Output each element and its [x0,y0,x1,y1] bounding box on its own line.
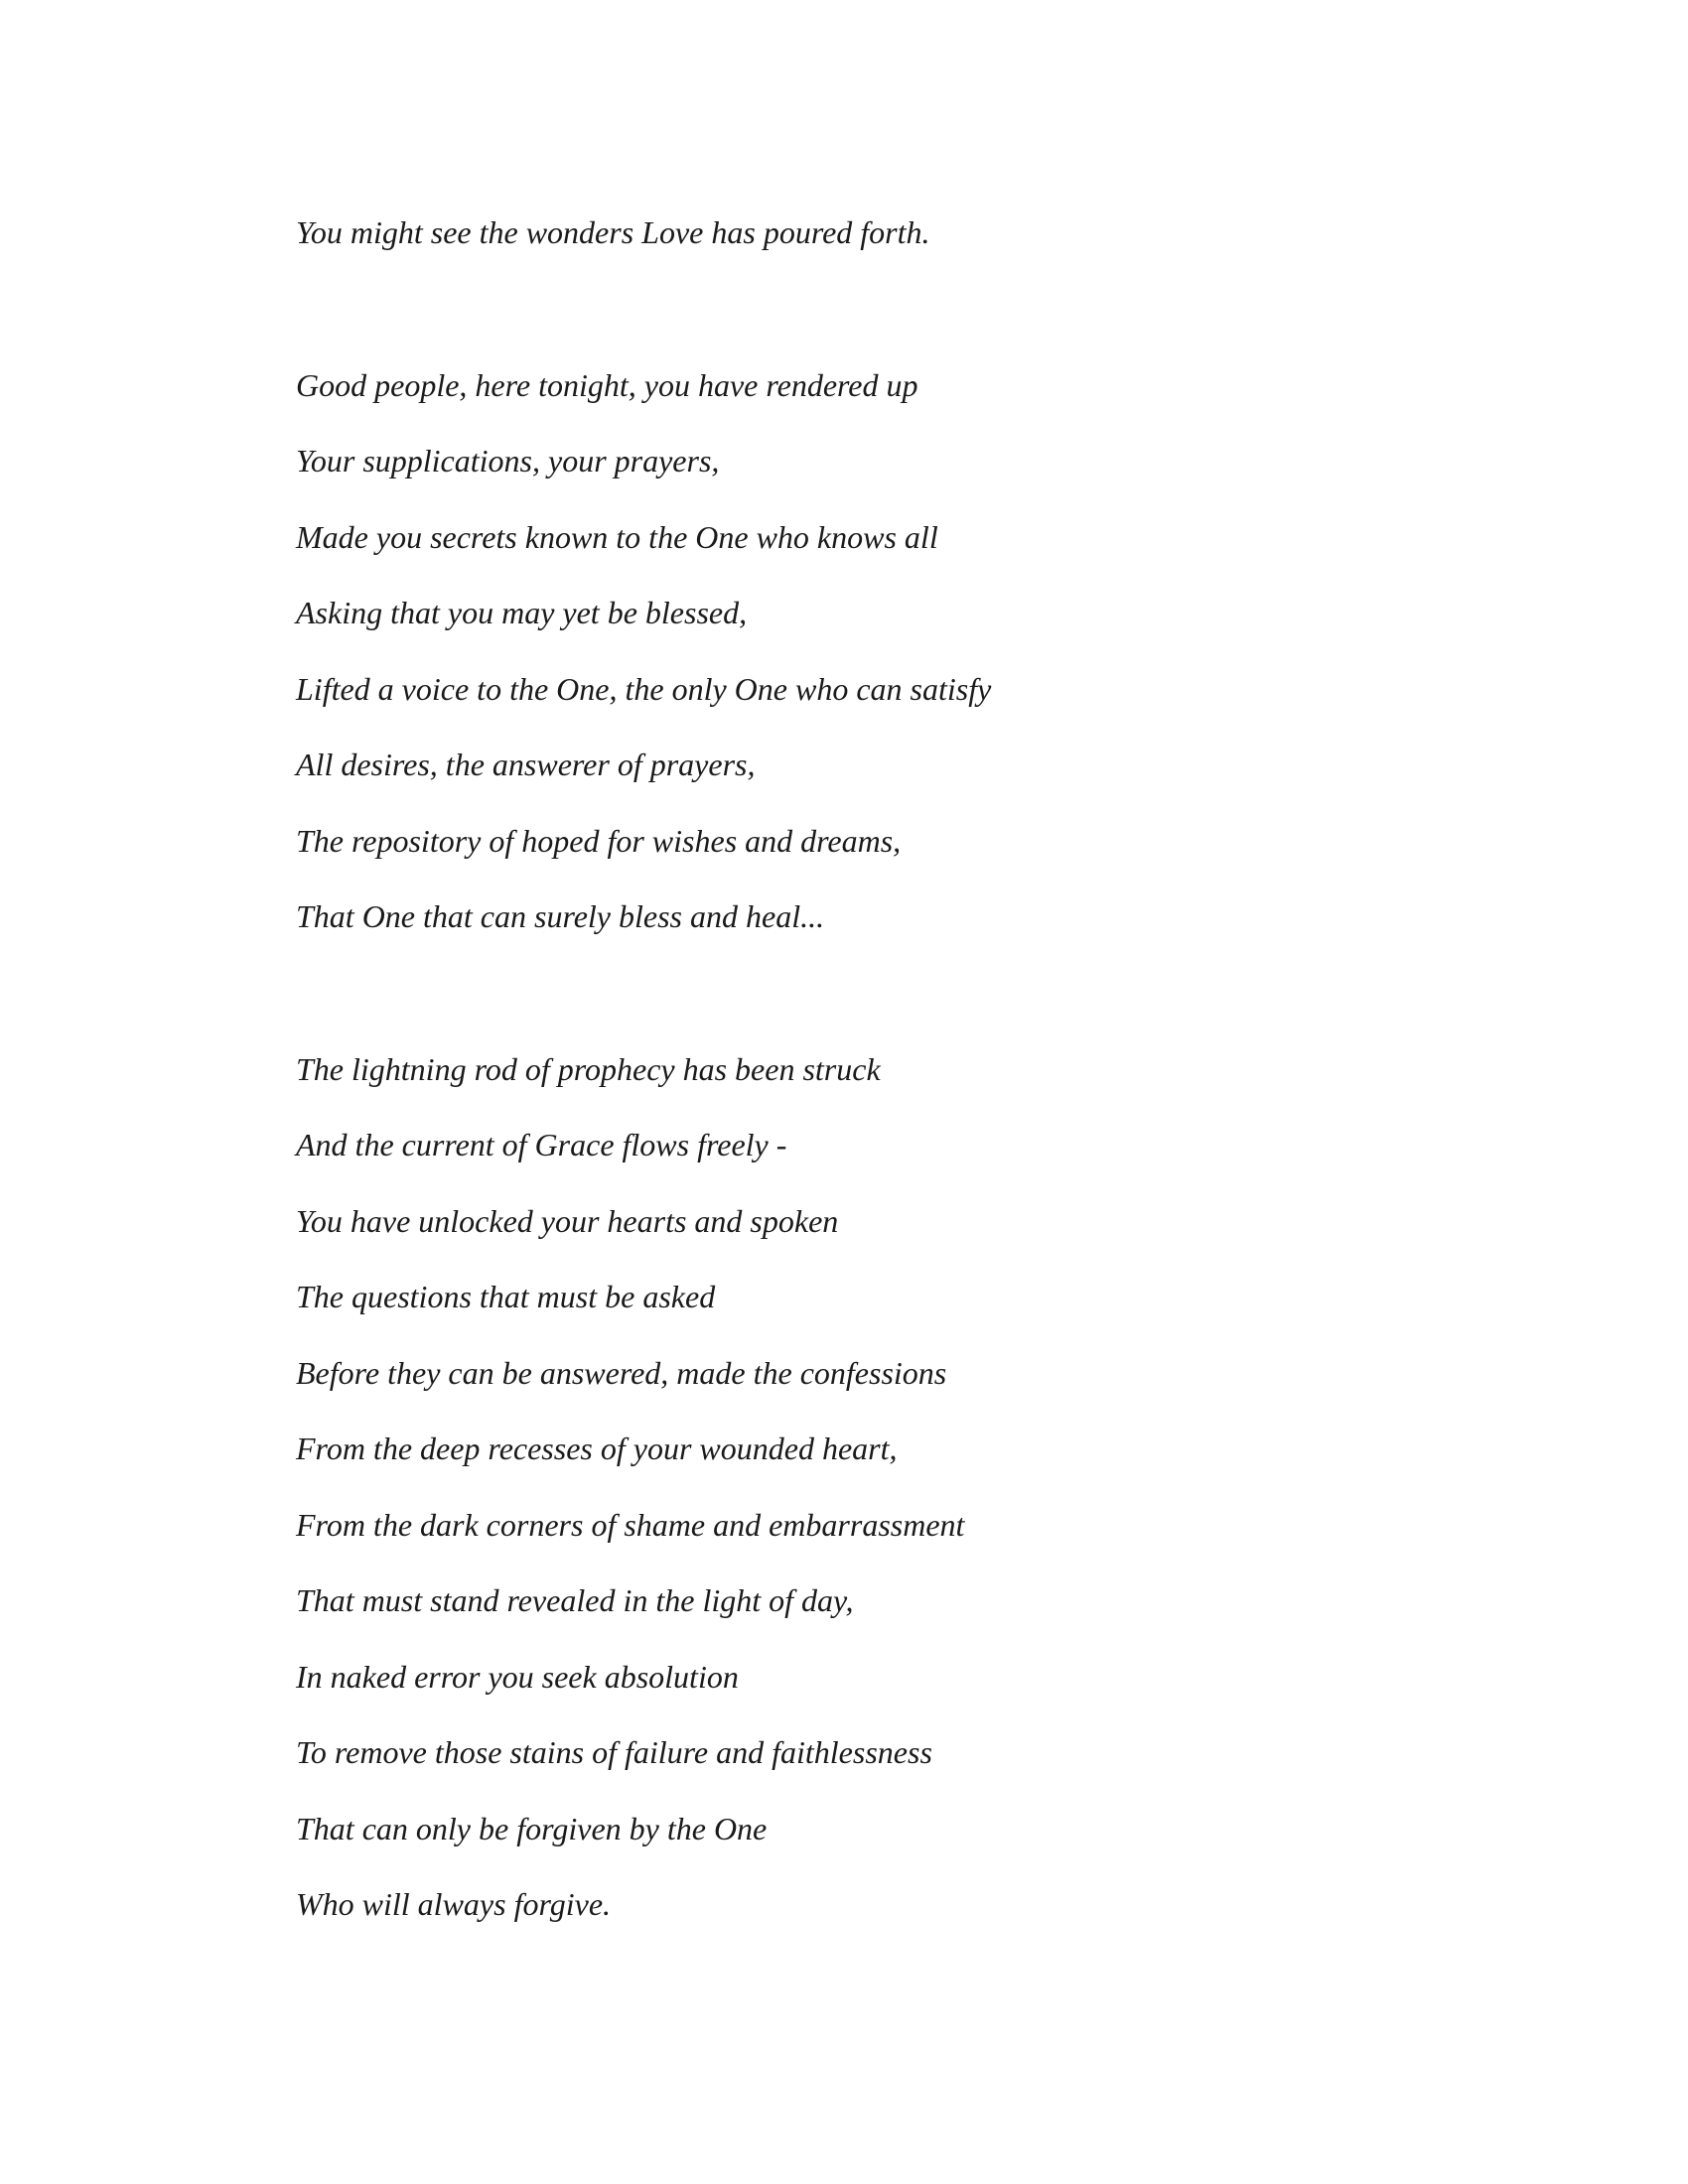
poem-line: From the deep recesses of your wounded heart, [296,1431,898,1466]
stanza-1 [296,195,1487,271]
poem-line: Made you secrets known to the One who knows all [296,518,938,555]
poem-line: You have unlocked your hearts and spoken [296,1202,839,1239]
poem-line: To remove those stains of failure and faithlessness [296,1734,932,1770]
poem-line: All desires, the answerer of prayers, [296,747,756,782]
poem-line: Who will always forgive. [296,1886,612,1922]
stanza-3 [296,1031,1487,1943]
poem-line: And the current of Grace flows freely - [296,1127,787,1162]
poem-line: Lifted a voice to the One, the only One who can satisfy [296,670,992,707]
poem-line: The repository of hoped for wishes and dreams, [296,822,902,859]
poem-body [296,195,1487,2019]
poem-line: That can only be forgiven by the One [296,1810,768,1846]
poem-line: The lightning rod of prophecy has been struck [296,1050,881,1087]
poem-line: That One that can surely bless and heal... [296,898,825,934]
poem-line: In naked error you seek absolution [296,1658,739,1695]
poem-line: The questions that must be asked [296,1279,716,1314]
poem-line: Good people, here tonight, you have rendered up [296,366,918,403]
poem-line: You might see the wonders Love has poured forth. [296,214,930,250]
poem-line: From the dark corners of shame and embarrassment [296,1506,965,1543]
stanza-2 [296,347,1487,955]
poem-line: That must stand revealed in the light of day, [296,1582,854,1618]
poem-line: Asking that you may yet be blessed, [296,595,748,630]
poem-line: Your supplications, your prayers, [296,443,720,478]
poem-line: Before they can be answered, made the confessions [296,1354,947,1391]
